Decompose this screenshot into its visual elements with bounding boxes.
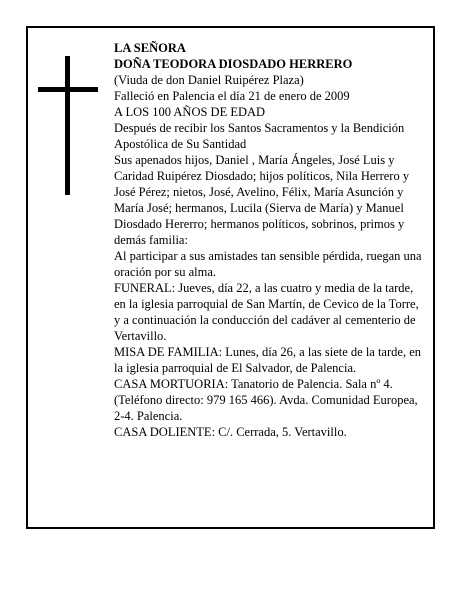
mortuary-paragraph: CASA MORTUORIA: Tanatorio de Palencia. Sala nº 4. (Teléfono directo: 979 165 466). Avda. Comunidad Europea, 2-4. Palencia. bbox=[114, 377, 418, 423]
deceased-name: DOÑA TEODORA DIOSDADO HERRERO bbox=[114, 57, 353, 71]
obituary-text bbox=[114, 40, 424, 440]
request-paragraph: Al participar a sus amistades tan sensible pérdida, ruegan una oración por su alma. bbox=[114, 249, 422, 279]
widow-line: (Viuda de don Daniel Ruipérez Plaza) bbox=[114, 73, 304, 87]
cross-icon-bar bbox=[38, 87, 98, 92]
funeral-paragraph: FUNERAL: Jueves, día 22, a las cuatro y media de la tarde, en la iglesia parroquial de San Martín, de Cevico de la Torre, y a continuación la conducción del cadáver al cementerio de Vertavillo. bbox=[114, 281, 419, 343]
age-line: A LOS 100 AÑOS DE EDAD bbox=[114, 105, 266, 119]
family-mass-paragraph: MISA DE FAMILIA: Lunes, día 26, a las siete de la tarde, en la iglesia parroquial de El Salvador, de Palencia. bbox=[114, 345, 421, 375]
sacraments-paragraph: Después de recibir los Santos Sacramentos y la Bendición Apostólica de Su Santidad bbox=[114, 121, 405, 151]
family-paragraph: Sus apenados hijos, Daniel , María Ángeles, José Luis y Caridad Ruipérez Diosdado; hijos políticos, Nila Herrero y José Pérez; nietos, José, Avelino, Félix, María Asunción y María José; hermanos, Lucila (Sierva de María) y Manuel Diosdado Hererro; hermanos políticos, sobrinos, primos y demás familia: bbox=[114, 153, 410, 247]
cross-icon bbox=[65, 56, 70, 195]
death-line: Falleció en Palencia el día 21 de enero de 2009 bbox=[114, 89, 350, 103]
notice-title: LA SEÑORA bbox=[114, 41, 186, 55]
home-paragraph: CASA DOLIENTE: C/. Cerrada, 5. Vertavillo. bbox=[114, 425, 347, 439]
